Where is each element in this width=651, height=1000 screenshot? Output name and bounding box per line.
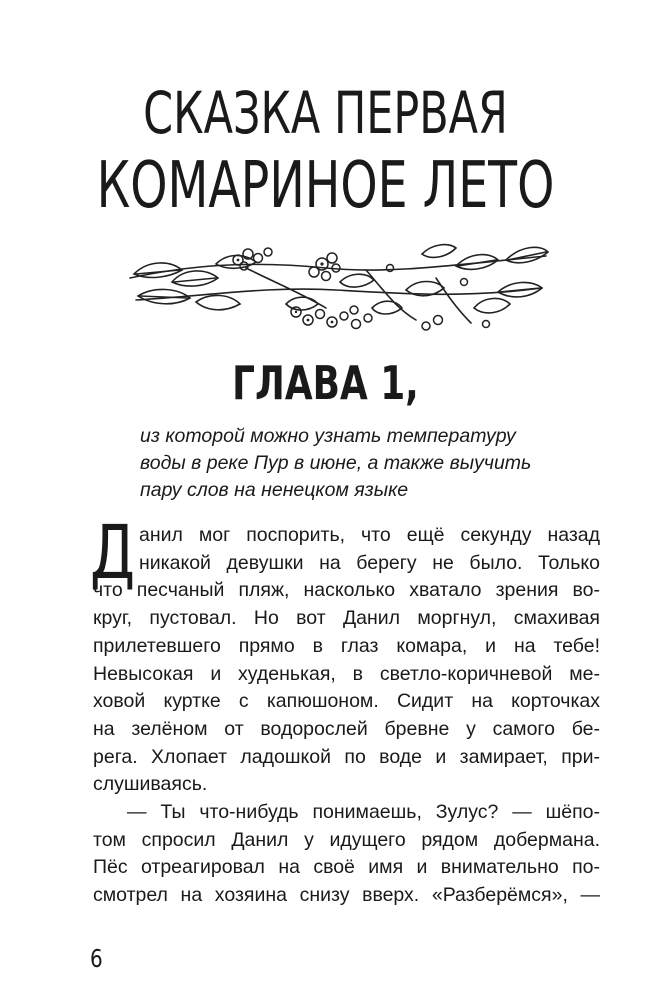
text-line: смотрел на хозяина снизу вверх. «Разберёмся», —: [93, 884, 600, 907]
text-line: прилетевшего прямо в глаз комара, и на тебе!: [93, 634, 600, 657]
text-line: Пёс отреагировал на своё имя и внимательно по-: [93, 856, 600, 879]
text-line: — Ты что-нибудь понимаешь, Зулус? — шёпо-: [127, 801, 600, 824]
text-line: рега. Хлопает ладошкой по воде и замирает, при-: [93, 745, 600, 768]
text-line: слушиваясь.: [93, 773, 208, 796]
text-line: анил мог поспорить, что ещё секунду назад: [139, 524, 600, 546]
chapter-subtitle-line: воды в реке Пур в июне, а также выучить: [140, 452, 532, 474]
page-number: 6: [90, 944, 103, 973]
text-line: что песчаный пляж, насколько хватало зрения во-: [93, 579, 600, 602]
body-text: [93, 522, 600, 910]
chapter-subtitle-line: пару слов на ненецком языке: [140, 479, 409, 501]
text-line: ховой куртке с капюшоном. Сидит на корточках: [93, 690, 600, 713]
text-line: никакой девушки на берегу не было. Только: [139, 551, 600, 574]
story-subtitle: КОМАРИНОЕ ЛЕТО: [96, 149, 555, 223]
text-line: Невысокая и худенькая, в светло-коричневой ме-: [93, 662, 600, 685]
drop-cap-letter: Д: [90, 510, 136, 596]
chapter-subtitle: [140, 423, 610, 504]
chapter-subtitle-line: из которой можно узнать температуру: [140, 425, 516, 447]
text-line: на зелёном от водорослей бревне у самого бе-: [93, 717, 600, 740]
text-line: том спросил Данил у идущего рядом добермана.: [93, 828, 600, 851]
chapter-heading: ГЛАВА 1,: [232, 356, 419, 410]
story-title: СКАЗКА ПЕРВАЯ: [143, 79, 508, 147]
text-line: круг, пустовал. Но вот Данил моргнул, смахивая: [93, 607, 600, 630]
floral-vine-ornament-icon: [126, 238, 552, 338]
